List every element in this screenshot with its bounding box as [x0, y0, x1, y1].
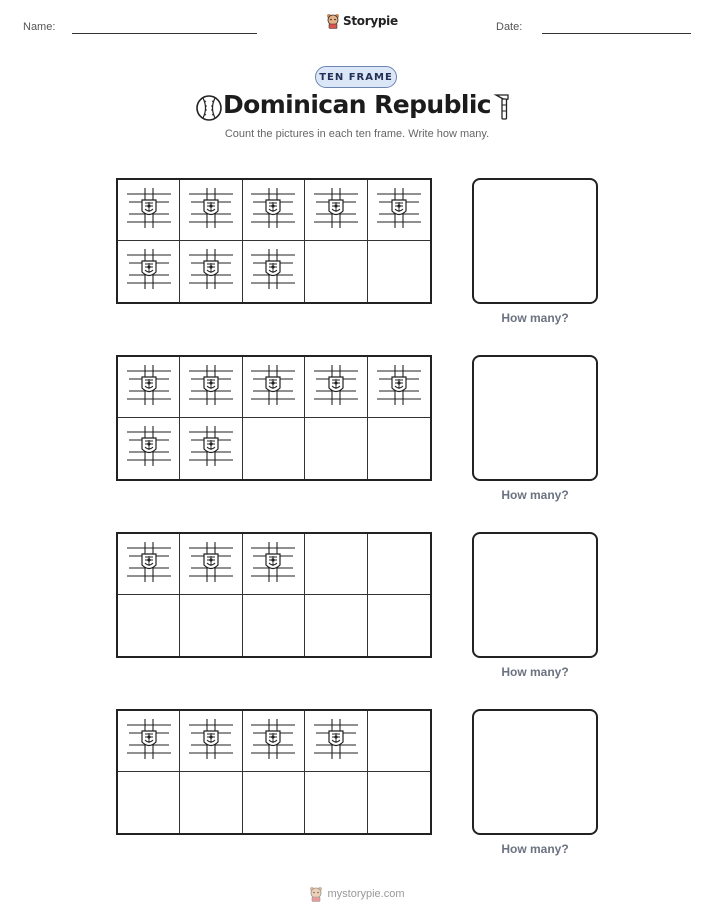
ten-frame-cell	[305, 711, 367, 772]
ten-frame-cell	[180, 772, 242, 833]
ten-frame-cell	[180, 418, 242, 479]
ten-frame-cell	[305, 595, 367, 656]
ten-frame-cell	[118, 241, 180, 302]
machete-icon	[493, 92, 513, 122]
ten-frame-cell	[305, 357, 367, 418]
ten-frame-cell	[180, 241, 242, 302]
dominican-flag-icon	[250, 246, 296, 297]
footer-url: mystorypie.com	[327, 888, 405, 900]
dominican-flag-icon	[126, 185, 172, 236]
dominican-flag-icon	[313, 362, 359, 413]
answer-box[interactable]	[472, 709, 598, 835]
ten-frame	[116, 355, 432, 481]
ten-frame-cell	[118, 534, 180, 595]
how-many-label: How many?	[501, 488, 569, 502]
ten-frame-cell	[118, 418, 180, 479]
dominican-flag-icon	[313, 185, 359, 236]
ten-frame-cell	[180, 534, 242, 595]
dominican-flag-icon	[188, 423, 234, 474]
dominican-flag-icon	[376, 185, 422, 236]
dominican-flag-icon	[313, 716, 359, 767]
logo-text: Storypie	[343, 14, 398, 28]
ten-frame-cell	[180, 357, 242, 418]
ten-frame-cell	[243, 180, 305, 241]
ten-frame-cell	[305, 534, 367, 595]
how-many-label: How many?	[501, 665, 569, 679]
dominican-flag-icon	[250, 716, 296, 767]
ten-frame-cell	[305, 418, 367, 479]
ten-frame-cell	[180, 595, 242, 656]
ten-frame-cell	[243, 534, 305, 595]
storypie-logo	[326, 13, 398, 29]
dominican-flag-icon	[188, 185, 234, 236]
ten-frame-badge: TEN FRAME	[315, 66, 397, 88]
how-many-label: How many?	[501, 842, 569, 856]
dominican-flag-icon	[126, 362, 172, 413]
ten-frame	[116, 709, 432, 835]
ten-frame-cell	[118, 595, 180, 656]
ten-frame-cell	[243, 595, 305, 656]
ten-frame-cell	[118, 772, 180, 833]
name-field[interactable]	[72, 33, 257, 34]
ten-frame-cell	[243, 357, 305, 418]
ten-frame	[116, 178, 432, 304]
ten-frame-cell	[243, 241, 305, 302]
dominican-flag-icon	[188, 362, 234, 413]
ten-frame-cell	[305, 180, 367, 241]
ten-frame-cell	[243, 772, 305, 833]
dominican-flag-icon	[376, 362, 422, 413]
dominican-flag-icon	[188, 539, 234, 590]
ten-frame-cell	[118, 180, 180, 241]
page-title: Dominican Republic	[222, 90, 492, 119]
how-many-label: How many?	[501, 311, 569, 325]
answer-box[interactable]	[472, 532, 598, 658]
dominican-flag-icon	[126, 246, 172, 297]
name-label: Name:	[23, 21, 56, 33]
ten-frame	[116, 532, 432, 658]
answer-box[interactable]	[472, 178, 598, 304]
dominican-flag-icon	[250, 185, 296, 236]
ten-frame-cell	[368, 357, 430, 418]
date-label: Date:	[496, 21, 523, 33]
ten-frame-cell	[243, 418, 305, 479]
dominican-flag-icon	[250, 362, 296, 413]
ten-frame-cell	[180, 180, 242, 241]
ten-frame-cell	[118, 357, 180, 418]
dominican-flag-icon	[188, 246, 234, 297]
ten-frame-cell	[368, 772, 430, 833]
ten-frame-cell	[118, 711, 180, 772]
ten-frame-cell	[180, 711, 242, 772]
storypie-mascot-icon	[326, 13, 340, 29]
ten-frame-cell	[368, 241, 430, 302]
dominican-flag-icon	[126, 423, 172, 474]
ten-frame-cell	[368, 418, 430, 479]
ten-frame-cell	[368, 711, 430, 772]
dominican-flag-icon	[188, 716, 234, 767]
ten-frame-cell	[368, 534, 430, 595]
ten-frame-cell	[368, 595, 430, 656]
ten-frame-cell	[305, 772, 367, 833]
ten-frame-cell	[243, 711, 305, 772]
ten-frame-cell	[305, 241, 367, 302]
dominican-flag-icon	[250, 539, 296, 590]
answer-box[interactable]	[472, 355, 598, 481]
dominican-flag-icon	[126, 716, 172, 767]
ten-frame-cell	[368, 180, 430, 241]
footer	[0, 886, 714, 902]
dominican-flag-icon	[126, 539, 172, 590]
date-field[interactable]	[542, 33, 691, 34]
storypie-mascot-icon	[309, 886, 323, 902]
instructions: Count the pictures in each ten frame. Write how many.	[224, 128, 490, 140]
